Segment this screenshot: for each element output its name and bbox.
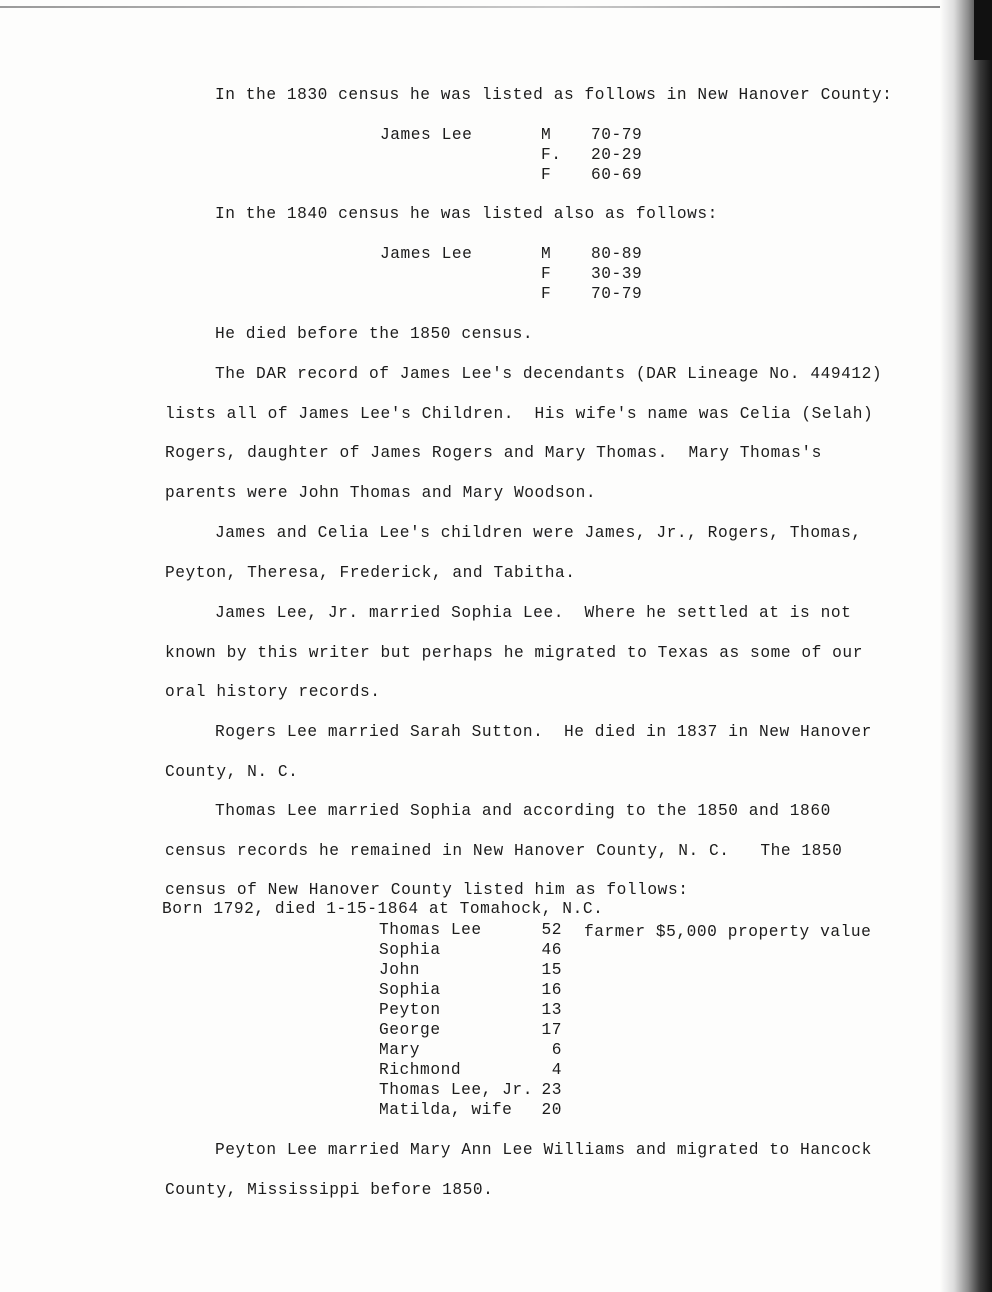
census-1850-age: 16 [541, 981, 562, 999]
census-1830-name: James Lee [380, 126, 473, 144]
page-top-edge [0, 6, 940, 8]
census-1850-note: farmer $5,000 property value [584, 923, 872, 941]
dar-paragraph-line: The DAR record of James Lee's decendants (DAR Lineage No. 449412) [215, 365, 883, 383]
census-1850-age: 13 [541, 1001, 562, 1019]
census-1840-intro: In the 1840 census he was listed also as follows: [215, 205, 718, 223]
census-1840-name: James Lee [380, 245, 473, 263]
census-1840-sex: F [541, 285, 552, 303]
scan-edge-shadow [940, 0, 992, 1292]
peyton-paragraph-line: Peyton Lee married Mary Ann Lee Williams and migrated to Hancock [215, 1141, 872, 1159]
census-1850-name: Thomas Lee, Jr. [379, 1081, 533, 1099]
census-1850-age: 46 [541, 941, 562, 959]
census-1850-name: Peyton [379, 1001, 441, 1019]
census-1850-age: 15 [541, 961, 562, 979]
dar-paragraph-line: parents were John Thomas and Mary Woodson. [165, 484, 597, 502]
census-1850-age: 4 [551, 1061, 562, 1079]
census-1850-name: Sophia [379, 981, 441, 999]
census-1840-age: 70-79 [591, 285, 643, 303]
peyton-paragraph-line: County, Mississippi before 1850. [165, 1181, 494, 1199]
thomas-born-died: Born 1792, died 1-15-1864 at Tomahock, N.C. [162, 900, 604, 918]
dar-paragraph-line: Rogers, daughter of James Rogers and Mary Thomas. Mary Thomas's [165, 444, 822, 462]
census-1850-name: Richmond [379, 1061, 462, 1079]
census-1850-name: Sophia [379, 941, 441, 959]
census-1840-age: 80-89 [591, 245, 643, 263]
census-1850-name: Mary [379, 1041, 421, 1059]
census-1830-sex: F [541, 166, 552, 184]
census-1830-intro: In the 1830 census he was listed as follows in New Hanover County: [215, 86, 893, 104]
census-1840-age: 30-39 [591, 265, 643, 283]
census-1850-name: Thomas Lee [379, 921, 482, 939]
census-1850-age: 52 [541, 921, 562, 939]
census-1850-age: 20 [541, 1101, 562, 1119]
children-paragraph-line: James and Celia Lee's children were James, Jr., Rogers, Thomas, [215, 524, 862, 542]
thomas-paragraph-line: census records he remained in New Hanover County, N. C. The 1850 [165, 842, 843, 860]
census-1850-name: Matilda, wife [379, 1101, 513, 1119]
census-1830-sex: F. [541, 146, 562, 164]
census-1830-sex: M [541, 126, 552, 144]
thomas-paragraph-line: Thomas Lee married Sophia and according to the 1850 and 1860 [215, 802, 831, 820]
james-jr-paragraph-line: James Lee, Jr. married Sophia Lee. Where he settled at is not [215, 604, 852, 622]
census-1850-age: 17 [541, 1021, 562, 1039]
census-1840-sex: F [541, 265, 552, 283]
rogers-paragraph-line: Rogers Lee married Sarah Sutton. He died in 1837 in New Hanover [215, 723, 872, 741]
dar-paragraph-line: lists all of James Lee's Children. His wife's name was Celia (Selah) [165, 405, 874, 423]
census-1850-name: John [379, 961, 421, 979]
died-before-1850: He died before the 1850 census. [215, 325, 534, 343]
james-jr-paragraph-line: known by this writer but perhaps he migrated to Texas as some of our [165, 644, 863, 662]
james-jr-paragraph-line: oral history records. [165, 683, 381, 701]
census-1830-age: 60-69 [591, 166, 643, 184]
census-1850-age: 23 [541, 1081, 562, 1099]
scan-corner-shadow [974, 0, 992, 60]
census-1830-age: 70-79 [591, 126, 643, 144]
rogers-paragraph-line: County, N. C. [165, 763, 299, 781]
census-1850-age: 6 [551, 1041, 562, 1059]
thomas-paragraph-line: census of New Hanover County listed him as follows: [165, 881, 689, 899]
children-paragraph-line: Peyton, Theresa, Frederick, and Tabitha. [165, 564, 576, 582]
census-1850-name: George [379, 1021, 441, 1039]
census-1840-sex: M [541, 245, 552, 263]
census-1830-age: 20-29 [591, 146, 643, 164]
